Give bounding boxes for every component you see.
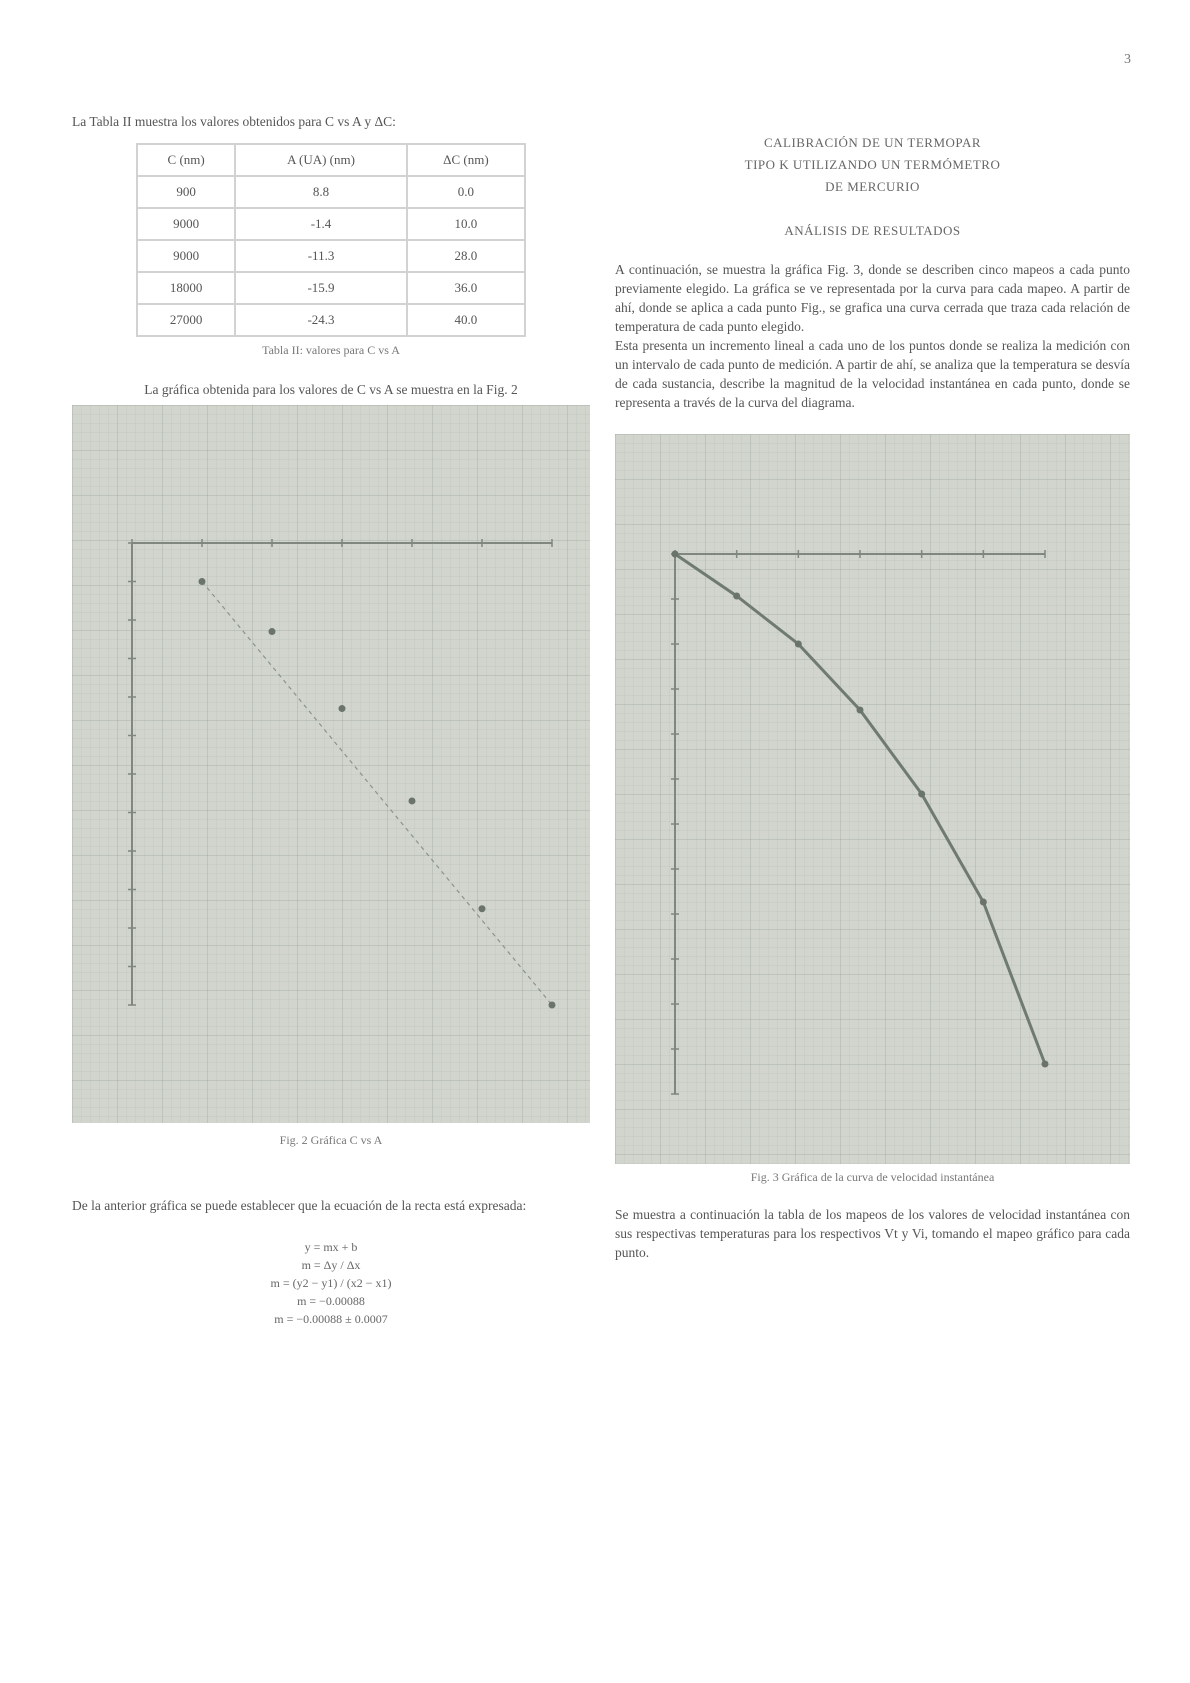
figure-caption-fig2: Fig. 2 Gráfica C vs A bbox=[279, 1133, 383, 1147]
equation-line: y = mx + b bbox=[304, 1240, 358, 1254]
table-header-row bbox=[137, 144, 525, 176]
line-chart bbox=[615, 434, 1130, 1164]
table-header-cell: A (UA) (nm) bbox=[235, 144, 406, 176]
table-cell: 9000 bbox=[137, 240, 235, 272]
table-cell: 40.0 bbox=[407, 304, 525, 336]
table-cell: 8.8 bbox=[235, 176, 406, 208]
table-cell: 18000 bbox=[137, 272, 235, 304]
data-point bbox=[409, 797, 416, 804]
table-row bbox=[137, 272, 525, 304]
table-cell: -11.3 bbox=[235, 240, 406, 272]
table-row bbox=[137, 208, 525, 240]
table-cell: 36.0 bbox=[407, 272, 525, 304]
scatter-chart bbox=[72, 405, 590, 1123]
table-header-cell: C (nm) bbox=[137, 144, 235, 176]
heading-line: TIPO K UTILIZANDO UN TERMÓMETRO bbox=[744, 157, 1001, 172]
table-header-cell: ΔC (nm) bbox=[407, 144, 525, 176]
data-point bbox=[269, 628, 276, 635]
table-caption: Tabla II: valores para C vs A bbox=[262, 343, 400, 357]
table-row bbox=[137, 240, 525, 272]
table-cell: -1.4 bbox=[235, 208, 406, 240]
analysis-paragraph-1: A continuación, se muestra la gráfica Fig. 3, donde se describen cinco mapeos a cada punto previamente elegido. La gráfica se ve representada por la curva para cada mapeo. A partir de ahí, donde se aplica a cada punto Fig., se grafica una curva cerrada que traza cada relación de temperatura de cada punto elegido. bbox=[615, 262, 1130, 334]
table-intro-paragraph: La Tabla II muestra los valores obtenidos para C vs A y ΔC: bbox=[72, 114, 396, 129]
data-point bbox=[339, 705, 346, 712]
equation-intro-paragraph: De la anterior gráfica se puede establecer que la ecuación de la recta está expresada: bbox=[72, 1198, 527, 1213]
table-cell: -15.9 bbox=[235, 272, 406, 304]
table-cell: 27000 bbox=[137, 304, 235, 336]
table-cell: 0.0 bbox=[407, 176, 525, 208]
data-point bbox=[857, 707, 864, 714]
data-point bbox=[479, 905, 486, 912]
heading-line: CALIBRACIÓN DE UN TERMOPAR bbox=[763, 135, 982, 150]
page-number: 3 bbox=[1124, 52, 1131, 67]
data-point bbox=[549, 1002, 556, 1009]
data-point bbox=[672, 551, 679, 558]
table-cell: -24.3 bbox=[235, 304, 406, 336]
equation-line: m = −0.00088 bbox=[297, 1294, 365, 1308]
data-table bbox=[136, 143, 526, 337]
analysis-paragraph-3: Se muestra a continuación la tabla de los mapeos de los valores de velocidad instantánea con sus respectivas temperaturas para los respectivos Vt y Vi, tomando el mapeo gráfico para cada punto. bbox=[615, 1207, 1130, 1260]
section-heading bbox=[615, 132, 1130, 242]
data-point bbox=[795, 641, 802, 648]
analysis-paragraph-2: Esta presenta un incremento lineal a cada uno de los puntos donde se realiza la medición con un intervalo de cada punto de medición. A partir de ahí, se analiza que la temperatura se desvía de cada sustancia, describe la magnitud de la velocidad instantánea en cada punto, donde se representa a través de la curva del diagrama. bbox=[615, 338, 1130, 410]
left-column bbox=[72, 112, 590, 1329]
table-cell: 28.0 bbox=[407, 240, 525, 272]
data-point bbox=[1042, 1061, 1049, 1068]
figure-intro-paragraph: La gráfica obtenida para los valores de C vs A se muestra en la Fig. 2 bbox=[144, 382, 518, 397]
graph-photo-fig2 bbox=[72, 405, 590, 1123]
equation-line: m = Δy / Δx bbox=[301, 1258, 361, 1272]
table-cell: 900 bbox=[137, 176, 235, 208]
data-point bbox=[918, 791, 925, 798]
table-row bbox=[137, 176, 525, 208]
equation-line: m = −0.00088 ± 0.0007 bbox=[274, 1312, 388, 1326]
equation-block bbox=[72, 1239, 590, 1327]
series-line bbox=[675, 554, 1045, 1064]
data-point bbox=[733, 593, 740, 600]
graph-photo-fig3 bbox=[615, 434, 1130, 1164]
equation-line: m = (y2 − y1) / (x2 − x1) bbox=[270, 1276, 392, 1290]
heading-line bbox=[615, 198, 1130, 220]
data-point bbox=[980, 899, 987, 906]
figure-caption-fig3: Fig. 3 Gráfica de la curva de velocidad instantánea bbox=[750, 1170, 995, 1184]
heading-line: DE MERCURIO bbox=[825, 179, 920, 194]
right-column bbox=[615, 132, 1130, 1262]
table-cell: 9000 bbox=[137, 208, 235, 240]
trend-line bbox=[202, 582, 552, 1006]
data-point bbox=[199, 578, 206, 585]
heading-line: ANÁLISIS DE RESULTADOS bbox=[784, 223, 961, 238]
table-row bbox=[137, 304, 525, 336]
table-cell: 10.0 bbox=[407, 208, 525, 240]
